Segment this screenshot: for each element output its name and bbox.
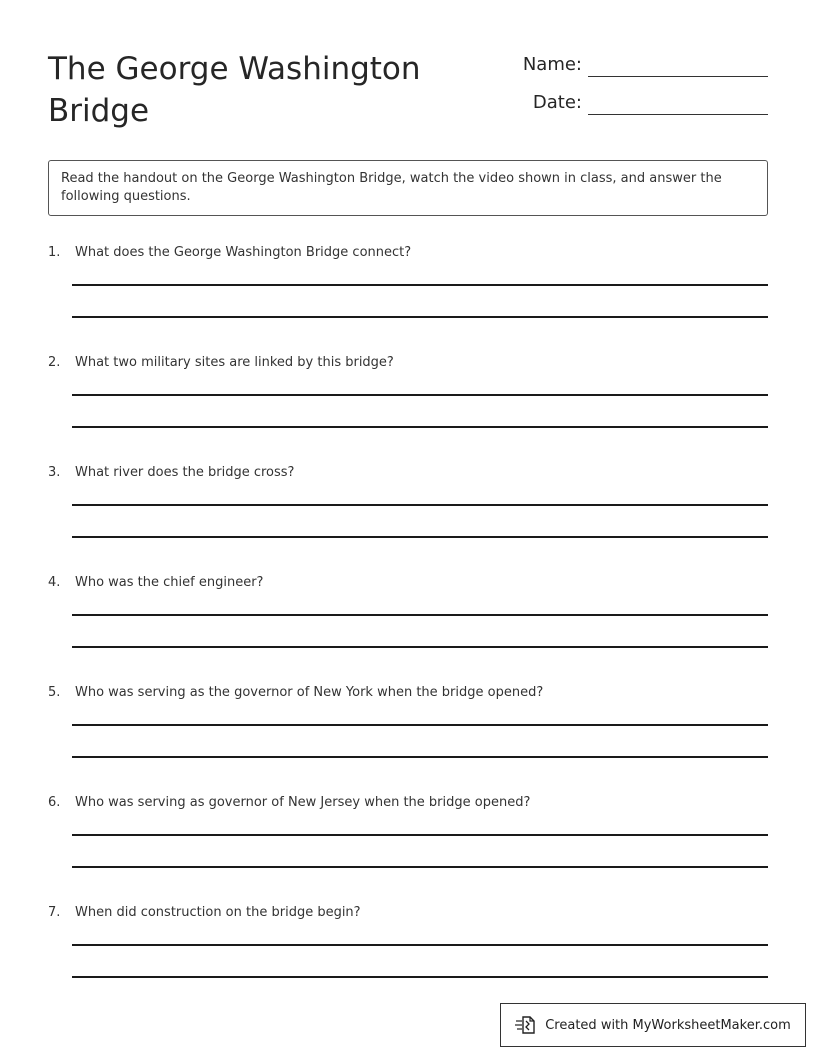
date-label: Date: — [532, 92, 582, 113]
answer-line[interactable] — [72, 866, 768, 868]
date-input-line[interactable] — [588, 114, 768, 115]
answer-line[interactable] — [72, 394, 768, 396]
question-item — [48, 354, 768, 454]
answer-line[interactable] — [72, 756, 768, 758]
answer-line[interactable] — [72, 646, 768, 648]
question-number: 1. — [48, 245, 61, 260]
name-label: Name: — [522, 54, 582, 75]
question-item — [48, 794, 768, 894]
question-text: When did construction on the bridge begin? — [75, 905, 361, 920]
created-with-badge[interactable] — [500, 1003, 806, 1047]
instructions-box: Read the handout on the George Washington Bridge, watch the video shown in class, and answer the following questions. — [48, 160, 768, 216]
name-input-line[interactable] — [588, 76, 768, 77]
question-number: 2. — [48, 355, 61, 370]
answer-line[interactable] — [72, 426, 768, 428]
question-number: 7. — [48, 905, 61, 920]
answer-line[interactable] — [72, 504, 768, 506]
question-number: 5. — [48, 685, 61, 700]
question-item — [48, 244, 768, 344]
question-text: Who was serving as the governor of New York when the bridge opened? — [75, 685, 544, 700]
answer-line[interactable] — [72, 614, 768, 616]
date-field[interactable] — [500, 90, 768, 120]
name-field[interactable] — [500, 52, 768, 82]
answer-line[interactable] — [72, 316, 768, 318]
answer-line[interactable] — [72, 976, 768, 978]
question-number: 6. — [48, 795, 61, 810]
worksheet-title: The George Washington Bridge — [48, 51, 421, 129]
question-number: 4. — [48, 575, 61, 590]
answer-line[interactable] — [72, 536, 768, 538]
question-text: What does the George Washington Bridge connect? — [75, 245, 412, 260]
question-text: What river does the bridge cross? — [75, 465, 295, 480]
question-item — [48, 574, 768, 674]
question-item — [48, 904, 768, 1004]
question-text: Who was serving as governor of New Jersey when the bridge opened? — [75, 795, 531, 810]
question-number: 3. — [48, 465, 61, 480]
answer-line[interactable] — [72, 724, 768, 726]
question-item — [48, 464, 768, 564]
worksheet-maker-logo-icon — [515, 1015, 537, 1035]
question-text: What two military sites are linked by this bridge? — [75, 355, 394, 370]
answer-line[interactable] — [72, 284, 768, 286]
question-text: Who was the chief engineer? — [75, 575, 264, 590]
answer-line[interactable] — [72, 944, 768, 946]
footer-text: Created with MyWorksheetMaker.com — [545, 1017, 791, 1033]
answer-line[interactable] — [72, 834, 768, 836]
question-item — [48, 684, 768, 784]
